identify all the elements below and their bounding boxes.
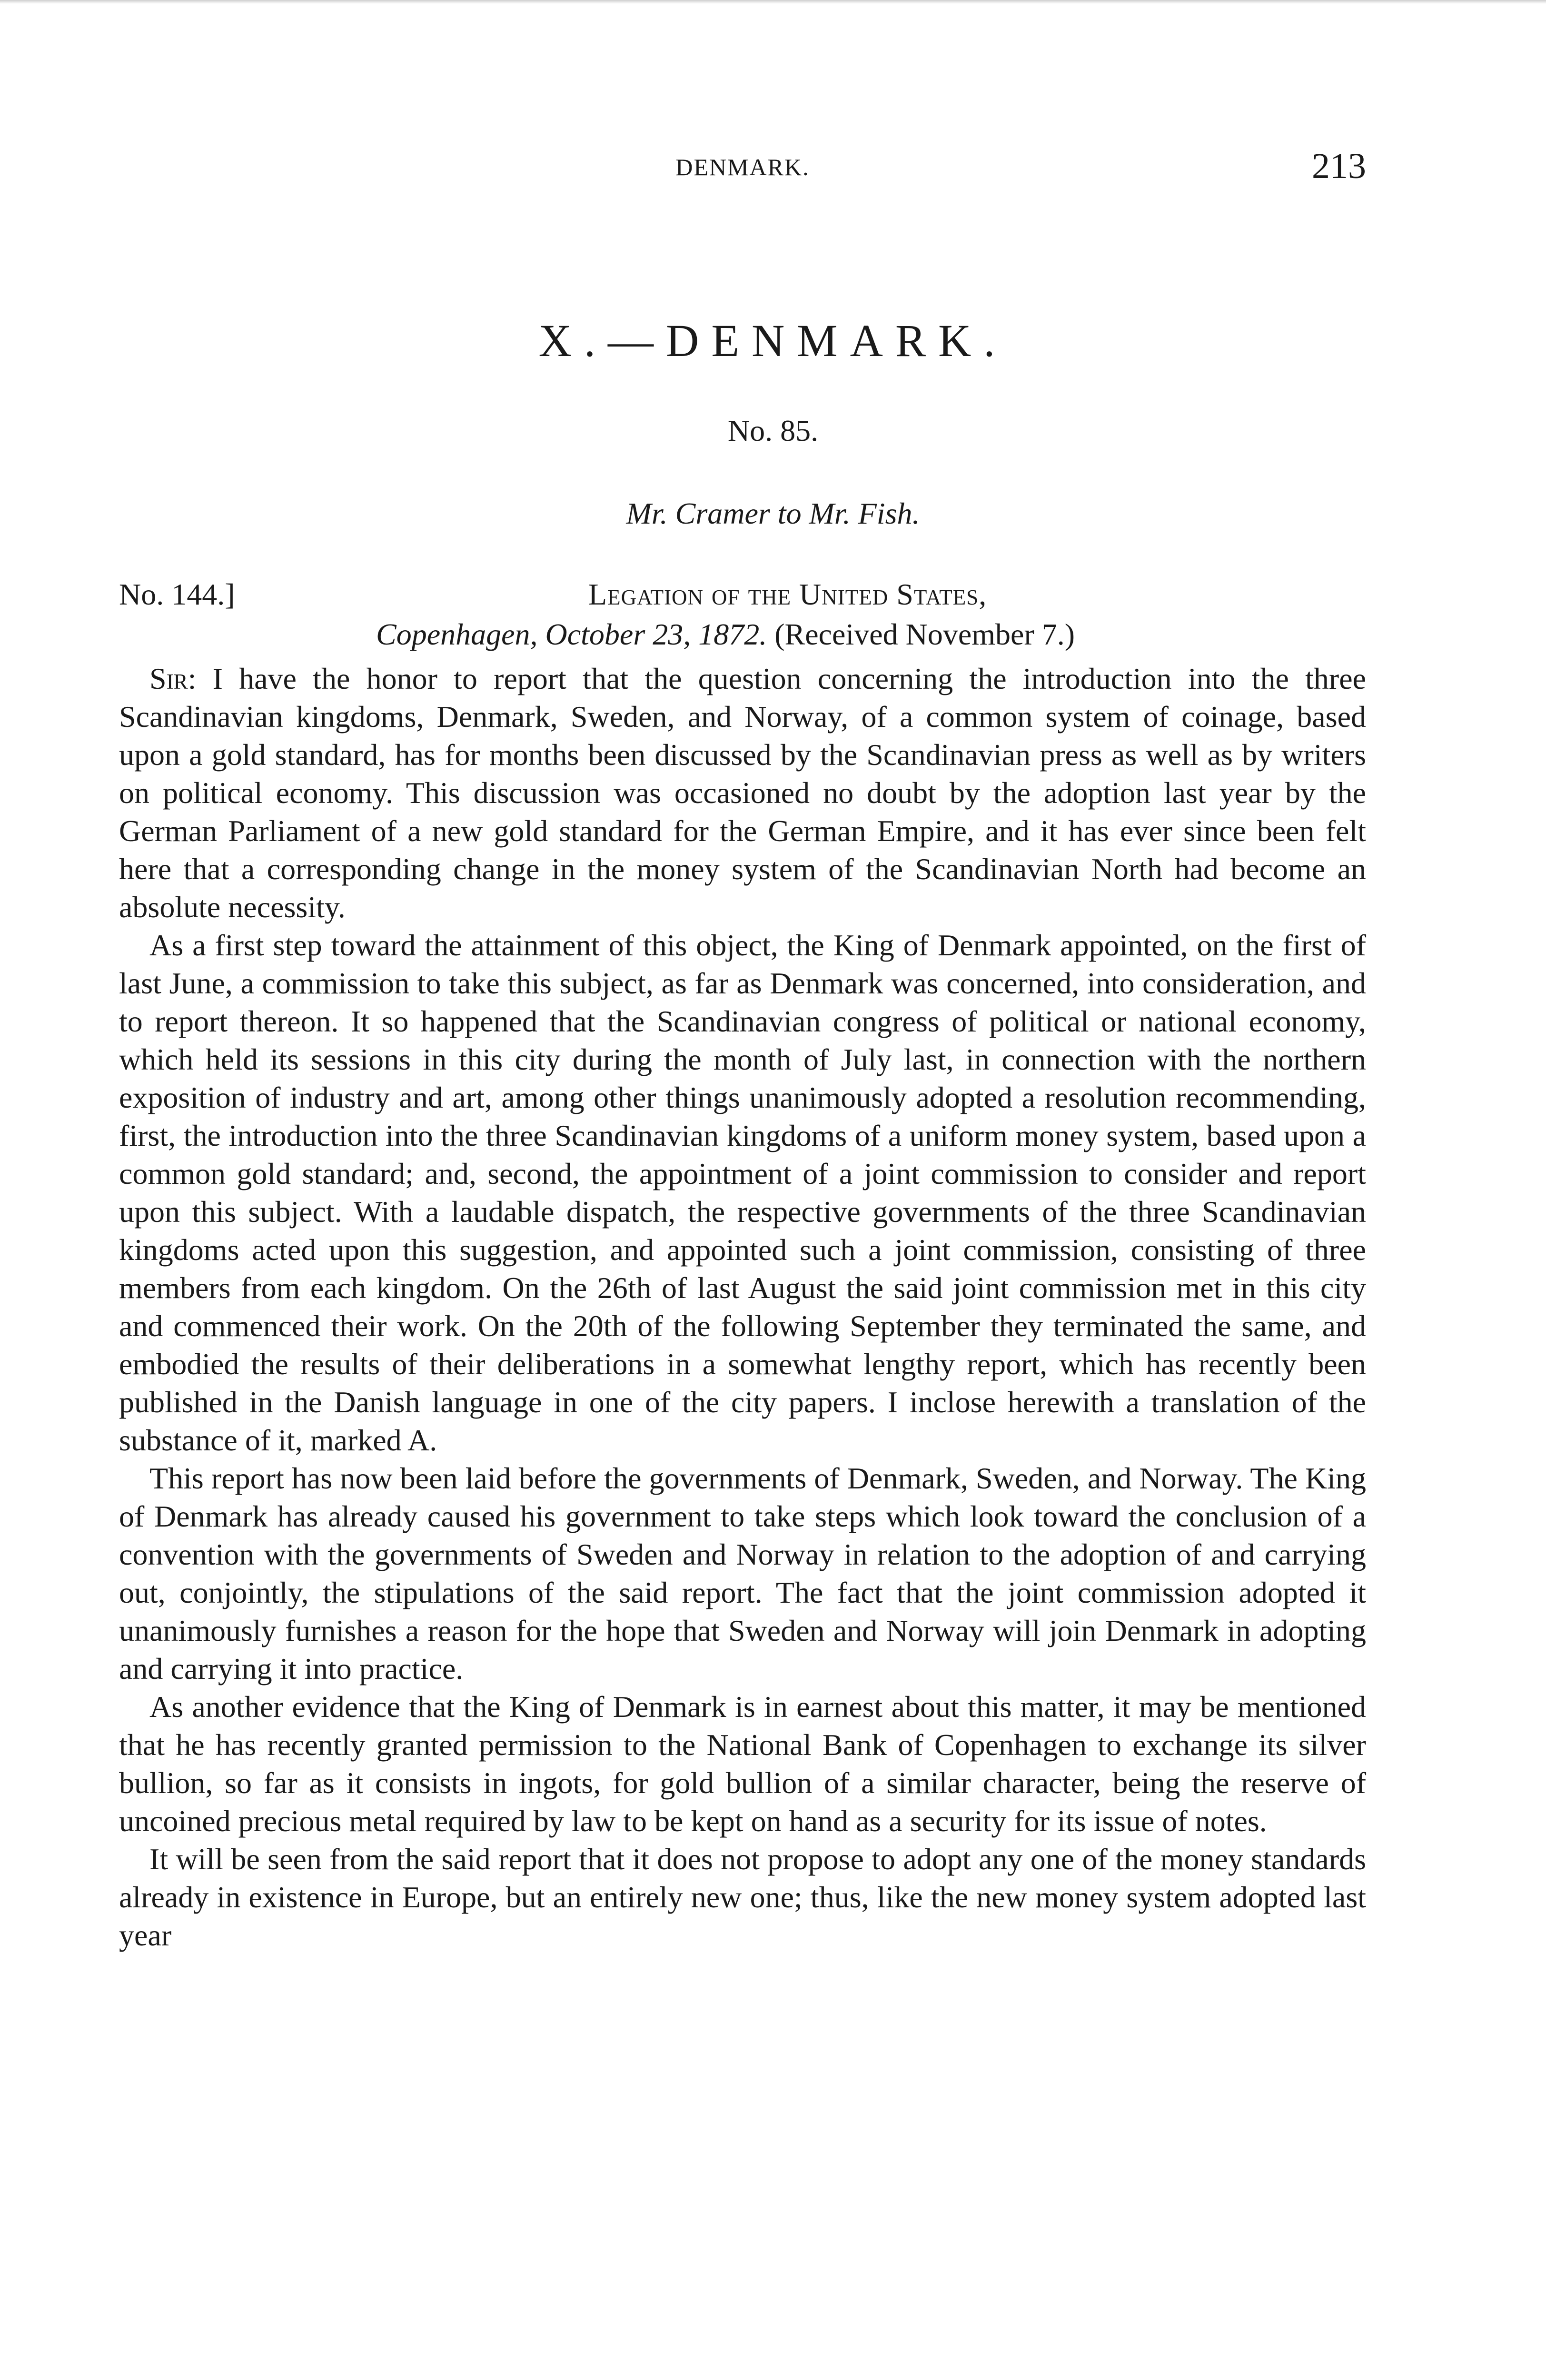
chapter-title: X.—DENMARK. — [538, 315, 1008, 366]
paragraph-1-text: : I have the honor to report that the question concerning the introduction into the three Scandinavian kingdoms, Denmark, Sweden, and Norway, of a common system of coinage, based upon a gold standard, has for months been discussed by the Scandinavian press as well as by writers on political economy. This discussion was occasioned no doubt by the adoption last year by the German Parliament of a new gold standard for the German Empire, and it has ever since been felt here that a corresponding change in the money system of the Scandinavian North had become an absolute necessity. — [119, 662, 1366, 924]
paragraph-4: As another evidence that the King of Denmark is in earnest about this matter, it may be mentioned that he has recently granted permission to the National Bank of Copenhagen to exchange its silver bullion, so far as it consists in ingots, for gold bullion of a similar character, being the reserve of uncoined precious metal required by law to be kept on hand as a security for its issue of notes. — [119, 1690, 1366, 1838]
paragraph-1 — [119, 660, 1366, 926]
paragraph-5: It will be seen from the said report that it does not propose to adopt any one of the money standards already in existence in Europe, but an entirely new one; thus, like the new money system adopted last year — [119, 1842, 1366, 1952]
document-number: No. 85. — [727, 414, 819, 447]
running-head — [119, 146, 1366, 196]
salutation: Sir — [149, 662, 188, 695]
paragraph-3: This report has now been laid before the governments of Denmark, Sweden, and Norway. The King of Denmark has already caused his government to take steps which look toward the conclusion of a convention with the governments of Sweden and Norway in relation to the adoption of and carrying out, conjointly, the stipulations of the said report. The fact that the joint commission adopted it unanimously furnishes a reason for the hope that Sweden and Norway will join Denmark in adopting and carrying it into practice. — [119, 1461, 1366, 1686]
dateline — [376, 617, 1075, 652]
legation-heading: Legation of the United States, — [588, 577, 987, 611]
dateline-place: Copenhagen, — [376, 617, 538, 651]
running-head-title: DENMARK. — [675, 154, 810, 180]
document-title: Mr. Cramer to Mr. Fish. — [626, 496, 920, 530]
letter-body — [119, 660, 1366, 1954]
dispatch-number: No. 144.] — [119, 577, 235, 611]
dateline-received: (Received November 7.) — [774, 617, 1075, 651]
paragraph-2: As a first step toward the attainment of this object, the King of Denmark appointed, on the first of last June, a commission to take this subject, as far as Denmark was concerned, into consideration, and to report thereon. It so happened that the Scandinavian congress of political or national economy, which held its sessions in this city during the month of July last, in connection with the northern exposition of industry and art, among other things unanimously adopted a resolution recommending, first, the introduction into the three Scandinavian kingdoms of a uniform money system, based upon a common gold standard; and, second, the appointment of a joint commission to consider and report upon this subject. With a laudable dispatch, the respective governments of the three Scandinavian kingdoms acted upon this suggestion, and appointed such a joint commission, consisting of three members from each kingdom. On the 26th of last August the said joint commission met in this city and commenced their work. On the 20th of the following September they terminated the same, and embodied the results of their deliberations in a somewhat lengthy report, which has recently been published in the Danish language in one of the city papers. I inclose herewith a translation of the substance of it, marked A. — [119, 928, 1366, 1457]
dateline-date: October 23, 1872. — [545, 617, 767, 651]
page-edge-shadow — [0, 0, 1546, 4]
page-number: 213 — [1312, 146, 1366, 186]
